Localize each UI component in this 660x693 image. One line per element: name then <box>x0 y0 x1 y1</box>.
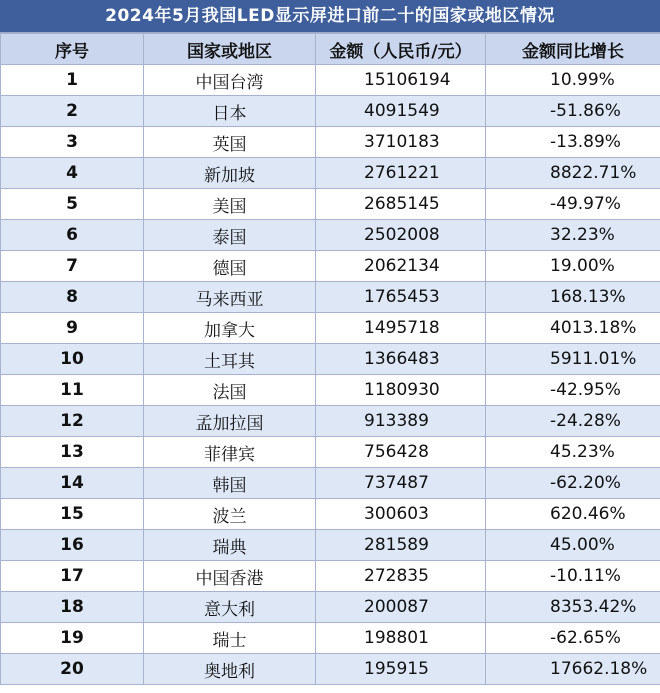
cell-amount: 4091549 <box>316 96 486 127</box>
column-header-rank: 序号 <box>1 34 144 65</box>
table-row <box>1 96 660 127</box>
cell-rank: 12 <box>1 406 144 437</box>
cell-growth: -24.28% <box>486 406 660 437</box>
cell-growth: 4013.18% <box>486 313 660 344</box>
cell-region: 意大利 <box>144 592 316 623</box>
cell-growth: -10.11% <box>486 561 660 592</box>
cell-rank: 19 <box>1 623 144 654</box>
cell-growth: -51.86% <box>486 96 660 127</box>
column-header-amount: 金额（人民币/元） <box>316 34 486 65</box>
cell-rank: 16 <box>1 530 144 561</box>
column-header-growth: 金额同比增长 <box>486 34 660 65</box>
cell-rank: 17 <box>1 561 144 592</box>
cell-region: 英国 <box>144 127 316 158</box>
cell-region: 日本 <box>144 96 316 127</box>
table-row <box>1 313 660 344</box>
table-row <box>1 220 660 251</box>
header-row <box>1 34 660 65</box>
cell-amount: 1180930 <box>316 375 486 406</box>
cell-rank: 10 <box>1 344 144 375</box>
cell-amount: 1495718 <box>316 313 486 344</box>
table-row <box>1 375 660 406</box>
table-row <box>1 282 660 313</box>
cell-rank: 1 <box>1 65 144 96</box>
cell-region: 中国香港 <box>144 561 316 592</box>
cell-amount: 3710183 <box>316 127 486 158</box>
table-row <box>1 127 660 158</box>
cell-growth: -42.95% <box>486 375 660 406</box>
cell-growth: -62.20% <box>486 468 660 499</box>
cell-region: 加拿大 <box>144 313 316 344</box>
cell-amount: 913389 <box>316 406 486 437</box>
cell-growth: 45.23% <box>486 437 660 468</box>
cell-region: 菲律宾 <box>144 437 316 468</box>
cell-region: 中国台湾 <box>144 65 316 96</box>
cell-region: 波兰 <box>144 499 316 530</box>
cell-growth: 8822.71% <box>486 158 660 189</box>
cell-rank: 20 <box>1 654 144 685</box>
cell-region: 泰国 <box>144 220 316 251</box>
import-table <box>0 33 660 685</box>
cell-region: 韩国 <box>144 468 316 499</box>
table-row <box>1 437 660 468</box>
cell-rank: 7 <box>1 251 144 282</box>
cell-rank: 3 <box>1 127 144 158</box>
cell-amount: 15106194 <box>316 65 486 96</box>
page-title: 2024年5月我国LED显示屏进口前二十的国家或地区情况 <box>0 0 660 33</box>
cell-amount: 1765453 <box>316 282 486 313</box>
cell-rank: 8 <box>1 282 144 313</box>
table-row <box>1 65 660 96</box>
cell-growth: 10.99% <box>486 65 660 96</box>
cell-region: 奥地利 <box>144 654 316 685</box>
cell-growth: 168.13% <box>486 282 660 313</box>
cell-rank: 5 <box>1 189 144 220</box>
cell-region: 法国 <box>144 375 316 406</box>
cell-rank: 9 <box>1 313 144 344</box>
cell-region: 瑞士 <box>144 623 316 654</box>
cell-amount: 198801 <box>316 623 486 654</box>
cell-amount: 756428 <box>316 437 486 468</box>
cell-rank: 4 <box>1 158 144 189</box>
cell-amount: 281589 <box>316 530 486 561</box>
cell-amount: 2761221 <box>316 158 486 189</box>
cell-region: 马来西亚 <box>144 282 316 313</box>
cell-amount: 300603 <box>316 499 486 530</box>
cell-rank: 11 <box>1 375 144 406</box>
cell-growth: -13.89% <box>486 127 660 158</box>
table-row <box>1 499 660 530</box>
cell-growth: 620.46% <box>486 499 660 530</box>
cell-rank: 13 <box>1 437 144 468</box>
cell-amount: 1366483 <box>316 344 486 375</box>
cell-amount: 272835 <box>316 561 486 592</box>
cell-amount: 2502008 <box>316 220 486 251</box>
cell-region: 美国 <box>144 189 316 220</box>
table-row <box>1 158 660 189</box>
table-row <box>1 530 660 561</box>
cell-growth: 19.00% <box>486 251 660 282</box>
table-row <box>1 561 660 592</box>
cell-growth: -62.65% <box>486 623 660 654</box>
cell-rank: 18 <box>1 592 144 623</box>
cell-region: 德国 <box>144 251 316 282</box>
table-body <box>1 65 660 685</box>
table-header <box>1 34 660 65</box>
cell-amount: 2685145 <box>316 189 486 220</box>
table-row <box>1 592 660 623</box>
cell-region: 土耳其 <box>144 344 316 375</box>
cell-rank: 15 <box>1 499 144 530</box>
table-row <box>1 654 660 685</box>
cell-region: 孟加拉国 <box>144 406 316 437</box>
column-header-region: 国家或地区 <box>144 34 316 65</box>
table-row <box>1 468 660 499</box>
table-row <box>1 344 660 375</box>
cell-amount: 2062134 <box>316 251 486 282</box>
cell-growth: 5911.01% <box>486 344 660 375</box>
cell-region: 新加坡 <box>144 158 316 189</box>
cell-amount: 200087 <box>316 592 486 623</box>
cell-amount: 195915 <box>316 654 486 685</box>
table-row <box>1 189 660 220</box>
cell-growth: 45.00% <box>486 530 660 561</box>
table-row <box>1 251 660 282</box>
table-row <box>1 623 660 654</box>
cell-growth: 8353.42% <box>486 592 660 623</box>
cell-growth: 17662.18% <box>486 654 660 685</box>
cell-region: 瑞典 <box>144 530 316 561</box>
cell-rank: 2 <box>1 96 144 127</box>
cell-growth: -49.97% <box>486 189 660 220</box>
cell-amount: 737487 <box>316 468 486 499</box>
table-row <box>1 406 660 437</box>
cell-rank: 6 <box>1 220 144 251</box>
cell-growth: 32.23% <box>486 220 660 251</box>
cell-rank: 14 <box>1 468 144 499</box>
